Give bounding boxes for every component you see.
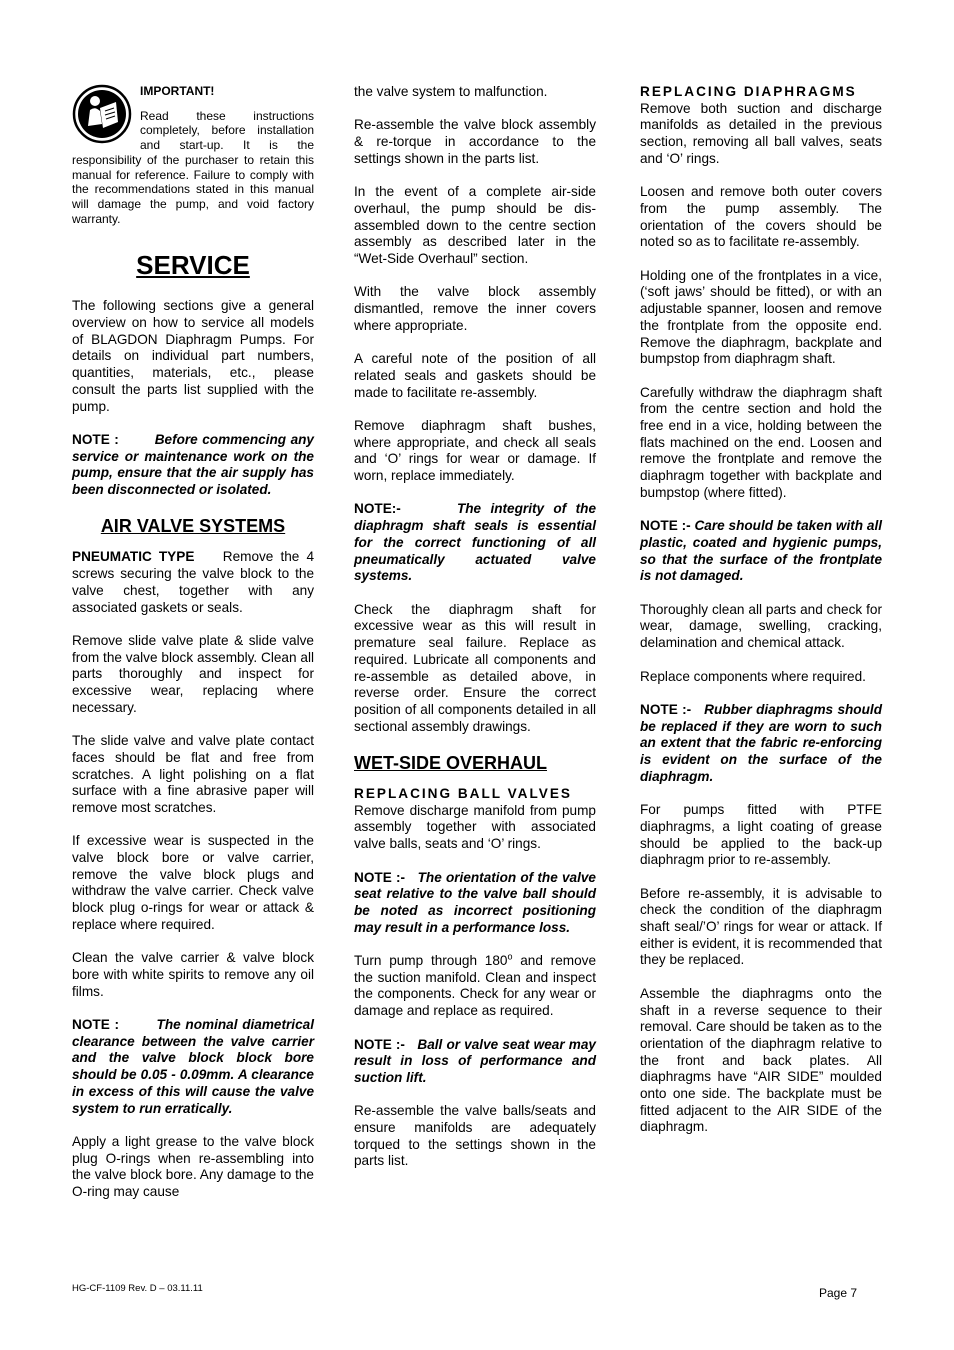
note-disconnect: NOTE : Before commencing any service or maintenance work on the pump, ensure that the air supply has been disconnected or isolated. xyxy=(72,431,314,498)
service-heading: SERVICE xyxy=(136,250,250,281)
note-shaft-seals: NOTE:- The integrity of the diaphragm shaft seals is essential for the correct functioning of all pneumatically actuated valve systems. xyxy=(354,501,597,584)
replacing-ball-valves: REPLACING BALL VALVES Remove discharge manifold from pump assembly together with associated valve balls, seats and ‘O’ rings. xyxy=(354,786,596,852)
para-excessive-wear: If excessive wear is suspected in the valve block bore or valve carrier, remove the valve block plugs and withdraw the valve carrier. Check valve block plug o-rings for wear or attack & replace where required. xyxy=(72,833,314,932)
para-check-shaft: Check the diaphragm shaft for excessive wear as this will result in premature seal failure. Replace as required. Lubricate all components and re-assemble as detailed above, in reverse order. Ensure the correct position of all components detailed in all sectional assembly drawings. xyxy=(354,601,596,734)
column-1 xyxy=(72,84,314,1217)
para-slide-valve: Remove slide valve plate & slide valve from the valve block assembly. Clean all parts thoroughly and inspect for excessive wear, replacing where necessary. xyxy=(72,632,314,715)
para-malfunction: the valve system to malfunction. xyxy=(354,84,548,99)
replacing-diaphragms: REPLACING DIAPHRAGMS Remove both suction and discharge manifolds as detailed in the previous section, removing all ball valves, seats and ‘O’ rings. xyxy=(640,84,882,166)
para-clean-carrier: Clean the valve carrier & valve block bore with white spirits to remove any oil films. xyxy=(72,950,314,999)
read-manual-icon xyxy=(72,84,132,144)
doc-reference: HG-CF-1109 Rev. D – 03.11.11 xyxy=(72,1283,203,1294)
para-inner-covers: With the valve block assembly dismantled, remove the inner covers where appropriate. xyxy=(354,284,596,333)
para-outer-covers: Loosen and remove both outer covers from the pump assembly. The orientation of the covers should be noted so as to facilitate re-assembly. xyxy=(640,184,882,250)
note-seat-wear: NOTE :- Ball or valve seat wear may result in loss of performance and suction lift. xyxy=(354,1036,596,1085)
note-rubber-diaphragms: NOTE :- Rubber diaphragms should be replaced if they are worn to such an extent that the fabric re-enforcing is evident on the surface of the diaphragm. xyxy=(640,701,882,784)
para-contact-faces: The slide valve and valve plate contact faces should be flat and free from scratches. A light polishing on a flat surface with a fine abrasive paper will remove most scratches. xyxy=(72,733,314,815)
important-title: IMPORTANT! xyxy=(140,84,215,98)
para-thoroughly-clean: Thoroughly clean all parts and check for wear, damage, swelling, cracking, delamination and chemical attack. xyxy=(640,601,882,651)
para-grease: Apply a light grease to the valve block plug O-rings when re-assembling into the valve block bore. Any damage to the O-ring may cause xyxy=(72,1133,314,1200)
para-frontplates: Holding one of the frontplates in a vice, (‘soft jaws’ should be fitted), or with an adjustable spanner, loosen and remove the frontplate from the opposite end. Remove the diaphragm, backplate and bumpstop from diaphragm shaft. xyxy=(640,267,882,367)
service-intro: The following sections give a general overview on how to service all models of BLAGDON Diaphragm Pumps. For details on individual part numbers, quantities, materials, etc., please consult the parts list supplied with the pump. xyxy=(72,298,314,414)
note-frontplate-surface: NOTE :- Care should be taken with all plastic, coated and hygienic pumps, so that the surface of the frontplate is not damaged. xyxy=(640,518,883,584)
note-valve-seat: NOTE :- The orientation of the valve seat relative to the valve ball should be noted as incorrect positioning may result in a performance loss. xyxy=(354,869,596,935)
para-airside-overhaul: In the event of a complete air-side overhaul, the pump should be dis-assembled down to the centre section assembly as described later in the “Wet-Side Overhaul” section. xyxy=(354,184,596,266)
important-text: Read these instructions completely, before installation and start-up. It is the responsibility of the purchaser to retain this manual for reference. Failure to comply with the recommendations stated in this manual will damage the pump, and void factory warranty. xyxy=(72,108,314,226)
wet-side-heading: WET-SIDE OVERHAUL xyxy=(354,753,548,773)
column-2 xyxy=(354,84,596,1187)
important-notice xyxy=(72,84,314,226)
para-shaft-bushes: Remove diaphragm shaft bushes, where appropriate, and check all seals and ‘O’ rings for wear or damage. If worn, replace immediately. xyxy=(354,417,596,484)
para-assemble-diaphragms: Assemble the diaphragms onto the shaft in a reverse sequence to their removal. Care should be taken as to the orientation of the diaphragm relative to the front and back plates. All diaphragms have “AIR SIDE” moulded onto one side. The backplate must be fitted adjacent to the AIR SIDE of the diaphragm. xyxy=(640,985,882,1135)
para-reassemble-block: Re-assemble the valve block assembly & re-torque in accordance to the settings shown in the parts list. xyxy=(354,117,596,166)
para-withdraw-shaft: Carefully withdraw the diaphragm shaft from the centre section and hold the free end in a vice, holding between the flats machined on the end. Loosen and remove the frontplate and remove the diaphragm together with backplate and bumpstop (where fitted). xyxy=(640,384,882,500)
para-careful-note: A careful note of the position of all related seals and gaskets should be made to facilitate re-assembly. xyxy=(354,351,596,400)
column-3 xyxy=(640,84,882,1153)
para-before-reassembly: Before re-assembly, it is advisable to check the condition of the diaphragm shaft seal/’O’ rings for wear or attack. If either is evident, it is recommended that they be replaced. xyxy=(640,885,882,968)
para-turn-pump: Turn pump through 180$^o$ and remove the suction manifold. Clean and inspect the components. Check for any wear or damage and replace as required. xyxy=(354,951,596,1019)
air-valve-heading: AIR VALVE SYSTEMS xyxy=(100,516,286,537)
note-clearance: NOTE : The nominal diametrical clearance between the valve carrier and the valve block block bore should be 0.05 - 0.09mm. A clearance in excess of this will cause the valve system to run erratically. xyxy=(72,1017,314,1116)
para-ptfe: For pumps fitted with PTFE diaphragms, a light coating of grease should be applied to the back-up diaphragm prior to re-assembly. xyxy=(640,802,882,868)
page-number: Page 7 xyxy=(819,1286,858,1300)
para-reassemble-balls: Re-assemble the valve balls/seats and ensure manifolds are adequately torqued to the settings shown in the parts list. xyxy=(354,1103,596,1169)
para-replace-components: Replace components where required. xyxy=(640,668,866,684)
pneumatic-type: PNEUMATIC TYPE Remove the 4 screws securing the valve block to the valve chest, together with any associated gaskets or seals. xyxy=(72,549,314,615)
